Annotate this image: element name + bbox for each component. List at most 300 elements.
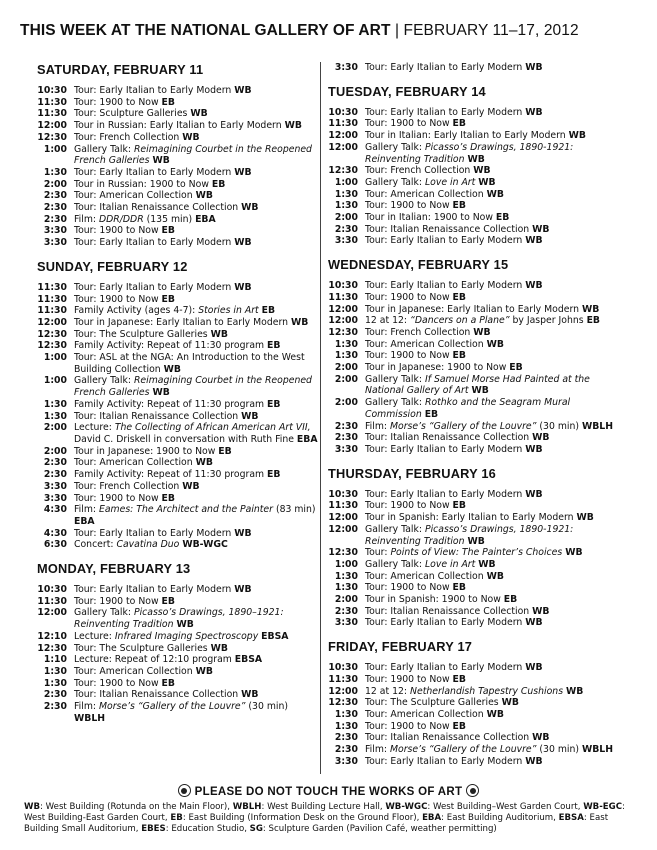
location-code: WB — [532, 605, 550, 617]
location-code: EB — [503, 594, 518, 606]
location-code: EBSA — [234, 654, 263, 666]
event-row — [37, 399, 318, 411]
location-code: WB — [190, 108, 208, 120]
event-text: Tour: 1900 to Now — [74, 677, 162, 689]
event-row — [328, 697, 628, 709]
location-code: EBA — [296, 433, 318, 445]
event-title: Love in Art — [424, 176, 476, 188]
event-time: 2:30 — [334, 420, 358, 432]
event-description — [365, 582, 628, 594]
event-text: Tour in Spanish: 1900 to Now — [365, 594, 504, 606]
event-row — [37, 179, 318, 191]
event-time: 11:30 — [37, 595, 67, 607]
event-text: Tour: 1900 to Now — [74, 225, 162, 237]
event-text: Tour: French Collection — [74, 131, 183, 143]
event-description — [365, 212, 628, 224]
event-row — [328, 489, 628, 501]
event-description — [74, 282, 318, 294]
event-text: Tour: Early Italian to Early Modern — [74, 584, 235, 596]
event-text: Film: — [365, 744, 390, 756]
event-time: 12:30 — [37, 328, 67, 340]
event-text: Tour: Early Italian to Early Modern — [74, 85, 235, 96]
event-text: Gallery Talk: — [74, 143, 134, 155]
event-text: Gallery Talk: — [365, 523, 425, 535]
event-time: 11:30 — [328, 291, 358, 303]
event-description — [365, 315, 628, 327]
event-description — [365, 292, 628, 304]
event-text: Tour: Italian Renaissance Collection — [74, 689, 242, 701]
day-section — [328, 84, 628, 247]
event-time: 1:30 — [334, 582, 358, 594]
gallery-seal-icon — [178, 784, 191, 797]
event-text: Tour: Early Italian to Early Modern — [74, 237, 235, 249]
event-text: Tour: Sculpture Galleries — [74, 108, 191, 120]
event-row — [328, 686, 628, 698]
location-code: WB — [565, 547, 583, 559]
event-row — [37, 305, 318, 317]
location-code: WB — [525, 755, 543, 767]
event-title: If Samuel Morse Had Painted at the National Gallery of Art — [365, 373, 590, 397]
event-description — [365, 709, 628, 721]
event-title: Reimagining Courbet in the Reopened French Galleries — [74, 143, 312, 167]
event-description — [365, 697, 628, 709]
event-description — [74, 202, 318, 214]
event-time: 12:30 — [37, 642, 67, 654]
event-description — [365, 686, 628, 698]
event-time: 1:30 — [43, 166, 67, 178]
event-time: 2:30 — [43, 457, 67, 469]
event-time: 1:00 — [43, 352, 67, 364]
event-time: 10:30 — [37, 85, 67, 96]
legend-description: : Sculpture Garden (Pavilion Café, weather permitting) — [262, 824, 497, 834]
event-text: Tour: 1900 to Now — [74, 492, 162, 504]
event-row — [37, 528, 318, 540]
event-text: Tour: 1900 to Now — [365, 673, 453, 685]
event-text: (30 min) — [536, 420, 582, 432]
event-text: Tour: 1900 to Now — [365, 500, 453, 512]
event-text: Tour: French Collection — [365, 326, 474, 338]
location-code: WB — [473, 165, 491, 177]
notice-text: PLEASE DO NOT TOUCH THE WORKS OF ART — [194, 786, 463, 798]
location-code: WB — [290, 316, 309, 328]
event-description — [74, 701, 318, 724]
location-code: WB — [525, 617, 543, 629]
event-description — [74, 132, 318, 144]
location-code: EB — [452, 200, 466, 212]
event-time: 11:30 — [328, 673, 358, 685]
event-text: Family Activity: Repeat of 11:30 program — [74, 340, 268, 352]
day-section — [328, 466, 628, 629]
column-divider — [320, 62, 321, 774]
location-code: WB — [241, 689, 259, 701]
event-row — [37, 144, 318, 167]
location-code: EB — [161, 595, 175, 607]
event-description — [74, 504, 318, 527]
event-title: Love in Art — [424, 558, 476, 570]
event-row — [37, 678, 318, 690]
event-row — [37, 481, 318, 493]
location-code: WB — [195, 190, 213, 202]
event-row — [328, 327, 628, 339]
location-code: WB — [195, 665, 213, 677]
event-description — [365, 142, 628, 165]
event-time: 12:00 — [37, 316, 67, 328]
event-row — [37, 596, 318, 608]
event-text: Tour: American Collection — [365, 570, 487, 582]
location-code: WB — [234, 166, 252, 178]
location-code: WB — [182, 480, 200, 492]
gallery-seal-icon — [466, 784, 479, 797]
event-row — [37, 539, 318, 551]
event-row — [328, 315, 628, 327]
event-description — [365, 662, 628, 674]
location-code: WB — [152, 387, 170, 399]
event-time: 12:00 — [37, 120, 67, 132]
event-text: Family Activity: Repeat of 11:30 program — [74, 398, 268, 410]
event-time: 1:00 — [43, 375, 67, 387]
event-text: Tour: The Sculpture Galleries — [74, 328, 211, 340]
event-description — [74, 584, 318, 596]
event-text: Tour: Early Italian to Early Modern — [365, 662, 526, 674]
event-text: Tour: Early Italian to Early Modern — [365, 235, 526, 247]
event-text: David C. Driskell in conversation with Ruth Fine — [74, 433, 297, 445]
footer — [0, 784, 657, 835]
event-row — [37, 701, 318, 724]
event-time: 11:30 — [328, 118, 358, 130]
legend-abbr: EBA — [422, 813, 442, 823]
location-code: EBA — [74, 515, 95, 527]
event-time: 1:00 — [334, 558, 358, 570]
event-title: Reimagining Courbet in the Reopened French Galleries — [74, 375, 312, 399]
event-description — [74, 97, 318, 109]
event-description — [74, 446, 318, 458]
event-text: Tour: 1900 to Now — [365, 291, 453, 303]
event-title: Netherlandish Tapestry Cushions — [410, 685, 564, 697]
location-code: WBLH — [581, 420, 613, 432]
location-code: EB — [218, 445, 232, 457]
location-code: EB — [161, 492, 175, 504]
event-description — [74, 214, 318, 226]
event-time: 2:00 — [334, 594, 358, 606]
location-code: WB — [576, 512, 594, 524]
event-row — [328, 374, 628, 397]
event-row — [328, 709, 628, 721]
event-text: Tour: — [365, 547, 391, 559]
event-text: Tour: Early Italian to Early Modern — [365, 443, 526, 455]
event-text: Lecture: Repeat of 12:10 program — [74, 654, 235, 666]
event-row — [37, 340, 318, 352]
event-description — [365, 189, 628, 201]
legend-abbr: WB — [24, 802, 41, 812]
event-row — [37, 469, 318, 481]
legend-abbr: WB-EGC — [583, 802, 623, 812]
location-code: EB — [452, 673, 466, 685]
legend-description: : West Building–West Garden Court, — [427, 802, 584, 812]
event-row — [328, 606, 628, 618]
location-code: WB — [525, 662, 543, 674]
event-text: Lecture: — [74, 422, 115, 434]
event-row — [37, 666, 318, 678]
event-time: 10:30 — [328, 280, 358, 292]
event-title: Rothko and the Seagram Mural Commission — [365, 397, 571, 420]
location-code: EB — [495, 212, 510, 224]
event-time: 2:30 — [334, 432, 358, 444]
event-description — [74, 631, 318, 643]
event-row — [37, 654, 318, 666]
location-code: WB — [210, 642, 228, 654]
event-description — [74, 352, 318, 375]
event-row — [37, 120, 318, 132]
event-row — [328, 235, 628, 247]
event-text: Tour in Japanese: 1900 to Now — [365, 362, 510, 374]
event-row — [37, 108, 318, 120]
location-code: EB — [161, 225, 175, 237]
event-time: 3:30 — [43, 225, 67, 237]
event-text: Tour: 1900 to Now — [74, 293, 162, 305]
event-description — [74, 678, 318, 690]
location-code: WB — [234, 527, 252, 539]
event-time: 12:00 — [328, 130, 358, 142]
event-text: Tour: Early Italian to Early Modern — [74, 527, 235, 539]
event-row — [37, 282, 318, 294]
event-description — [74, 375, 318, 398]
event-description — [74, 305, 318, 317]
event-description — [74, 329, 318, 341]
event-description — [365, 397, 628, 420]
event-description — [365, 512, 628, 524]
event-row — [328, 444, 628, 456]
event-description — [365, 224, 628, 236]
location-code: WB — [182, 131, 200, 143]
event-time: 3:30 — [43, 492, 67, 504]
location-code: EB — [267, 469, 281, 481]
location-code: EB — [161, 293, 175, 305]
day-heading: SATURDAY, FEBRUARY 11 — [37, 62, 204, 77]
event-row — [328, 674, 628, 686]
event-description — [365, 571, 628, 583]
event-text: Tour: American Collection — [74, 190, 196, 202]
event-time: 2:30 — [43, 701, 67, 713]
event-text: Tour: The Sculpture Galleries — [365, 697, 502, 709]
event-time: 3:30 — [43, 480, 67, 492]
event-text: Tour: 1900 to Now — [74, 595, 162, 607]
event-time: 2:30 — [43, 689, 67, 701]
event-description — [365, 165, 628, 177]
day-section — [37, 561, 318, 724]
event-time: 11:30 — [37, 108, 67, 120]
event-row — [37, 493, 318, 505]
event-time: 12:00 — [328, 523, 358, 535]
event-text: Tour: American Collection — [365, 338, 487, 350]
event-description — [365, 744, 628, 756]
event-time: 2:30 — [334, 732, 358, 744]
event-text: Tour: Italian Renaissance Collection — [365, 223, 533, 235]
event-time: 2:30 — [43, 190, 67, 202]
event-row — [328, 547, 628, 559]
event-text: (30 min) — [536, 744, 582, 756]
event-time: 12:00 — [328, 141, 358, 153]
event-description — [365, 489, 628, 501]
event-description — [365, 617, 628, 629]
event-text: Gallery Talk: — [365, 373, 425, 385]
event-row — [328, 362, 628, 374]
event-description — [365, 421, 628, 433]
event-description — [74, 85, 318, 97]
event-description — [74, 294, 318, 306]
location-code: WB — [234, 237, 252, 249]
legend-abbr: WBLH — [232, 802, 262, 812]
legend-description: : Education Studio, — [165, 824, 250, 834]
event-row — [328, 107, 628, 119]
location-code: WB — [525, 280, 543, 292]
event-time: 12:00 — [328, 315, 358, 327]
event-title: Stories in Art — [198, 305, 259, 317]
event-time: 12:30 — [37, 131, 67, 143]
location-code: EB — [424, 408, 439, 420]
event-description — [365, 280, 628, 292]
event-text: (30 min) — [245, 701, 288, 713]
event-text: Lecture: — [74, 630, 115, 642]
event-row — [37, 202, 318, 214]
event-time: 2:00 — [334, 362, 358, 374]
event-title: Points of View: The Painter’s Choices — [390, 547, 563, 559]
event-description — [74, 399, 318, 411]
day-heading: SUNDAY, FEBRUARY 12 — [37, 258, 188, 274]
event-row — [328, 224, 628, 236]
event-row — [37, 190, 318, 202]
event-row — [37, 607, 318, 630]
event-row — [37, 237, 318, 249]
location-code: WB — [532, 732, 550, 744]
event-text: Tour: ASL at the NGA: An Introduction to the West Building Collection — [74, 352, 305, 375]
event-time: 2:30 — [334, 605, 358, 617]
location-code: WB — [210, 328, 228, 340]
location-code: EB — [161, 677, 175, 689]
event-text: Concert: — [74, 539, 117, 551]
event-text: (83 min) — [272, 504, 316, 516]
event-time: 4:30 — [43, 527, 67, 539]
event-description — [365, 721, 628, 733]
event-text: Gallery Talk: — [365, 176, 425, 188]
event-time: 12:00 — [328, 303, 358, 315]
event-description — [74, 144, 318, 167]
event-description — [74, 607, 318, 630]
event-time: 12:30 — [328, 547, 358, 559]
event-row — [328, 732, 628, 744]
event-description — [74, 225, 318, 237]
location-code: WB — [486, 570, 504, 582]
event-description — [365, 130, 628, 142]
location-code: WB — [195, 457, 213, 469]
event-text: Tour in Spanish: Early Italian to Early Modern — [365, 512, 577, 524]
event-description — [365, 732, 628, 744]
location-code: EB — [267, 398, 281, 410]
event-title: Cavatina Duo — [116, 539, 180, 551]
event-row — [328, 200, 628, 212]
event-time: 11:30 — [37, 281, 67, 293]
location-code: EB — [452, 291, 466, 303]
event-row — [37, 411, 318, 423]
location-code: EBA — [195, 213, 216, 225]
event-title: DDR/DDR — [98, 213, 144, 225]
event-time: 2:30 — [43, 213, 67, 225]
event-row — [328, 142, 628, 165]
event-time: 2:30 — [43, 202, 67, 214]
location-code: WB — [234, 281, 252, 293]
event-text: Tour: 1900 to Now — [365, 582, 453, 594]
event-title: Picasso’s Drawings, 1890-1921: Reinventing Tradition — [365, 523, 574, 547]
event-description — [365, 606, 628, 618]
event-row — [328, 118, 628, 130]
legend-abbr: EBSA — [558, 813, 584, 823]
location-code: EB — [452, 500, 466, 512]
event-time: 11:30 — [37, 293, 67, 305]
event-text: Tour: Italian Renaissance Collection — [74, 410, 242, 422]
day-section — [37, 259, 318, 551]
event-text: Tour in Russian: Early Italian to Early Modern — [74, 120, 285, 132]
location-code: EB — [452, 720, 466, 732]
location-code: EB — [452, 582, 466, 594]
event-text: Tour: Early Italian to Early Modern — [365, 62, 526, 73]
location-code: WB — [525, 62, 543, 73]
event-description — [365, 594, 628, 606]
event-description — [74, 469, 318, 481]
event-row — [37, 294, 318, 306]
location-code: WB — [566, 685, 584, 697]
event-row — [37, 97, 318, 109]
location-code: EB — [267, 340, 281, 352]
location-code: WB — [486, 708, 504, 720]
event-description — [365, 374, 628, 397]
legend-abbr: EB — [170, 813, 183, 823]
event-text: Tour: French Collection — [365, 165, 474, 177]
event-text: 12 at 12: — [365, 685, 411, 697]
event-description — [365, 304, 628, 316]
event-text: Tour: Early Italian to Early Modern — [365, 106, 526, 118]
location-code: WB — [284, 120, 302, 132]
event-text: Tour: American Collection — [365, 188, 487, 200]
event-text: Tour: 1900 to Now — [74, 96, 162, 108]
event-time: 12:00 — [37, 607, 67, 619]
event-text: Gallery Talk: — [74, 375, 134, 387]
location-code: WB — [525, 488, 543, 500]
event-description — [74, 457, 318, 469]
location-code: WB — [241, 410, 259, 422]
event-text: Film: — [365, 420, 390, 432]
event-row — [328, 292, 628, 304]
event-row — [37, 352, 318, 375]
event-description — [74, 411, 318, 423]
location-code: WB — [486, 338, 504, 350]
location-code: WB — [467, 153, 485, 165]
location-code: EB — [452, 350, 466, 362]
event-text: Tour: 1900 to Now — [365, 200, 453, 212]
event-row — [37, 225, 318, 237]
event-time: 12:10 — [37, 630, 67, 642]
day-section — [328, 62, 628, 74]
event-text: Tour: French Collection — [74, 480, 183, 492]
event-description — [365, 500, 628, 512]
location-code: WB — [176, 619, 194, 631]
event-time: 2:00 — [334, 373, 358, 385]
day-section — [328, 257, 628, 456]
event-row — [328, 594, 628, 606]
event-description — [74, 666, 318, 678]
event-description — [365, 547, 628, 559]
location-code: EB — [509, 362, 523, 374]
event-row — [328, 165, 628, 177]
event-row — [328, 397, 628, 420]
